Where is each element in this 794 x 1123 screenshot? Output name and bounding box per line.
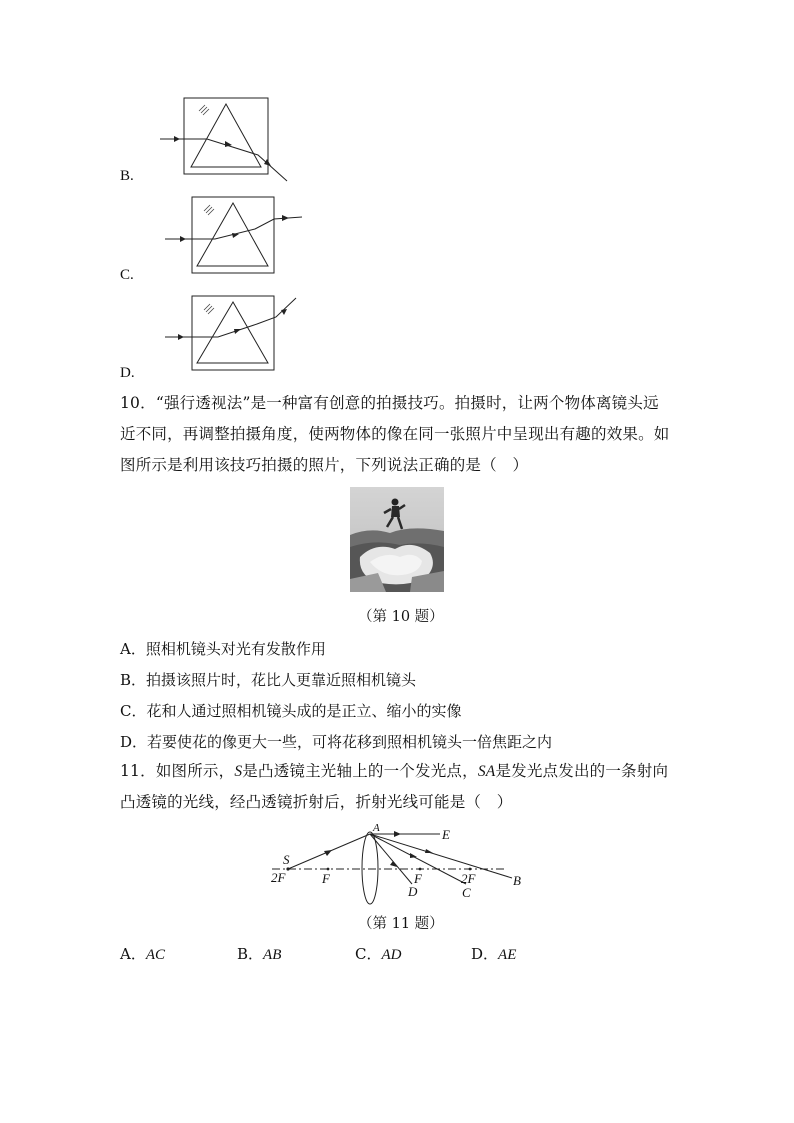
q10-number: 10． (120, 394, 156, 412)
q10-line-2: 近不同，再调整拍摄角度，使两物体的像在同一张照片中呈现出有趣的效果。如 (120, 425, 670, 443)
q10-option-a: A．照相机镜头对光有发散作用 (120, 640, 326, 658)
q11-choice-a: A．AC (120, 945, 166, 963)
q11-line-1: 11．如图所示，S是凸透镜主光轴上的一个发光点，SA是发光点发出的一条射向 (120, 762, 669, 780)
label-2f-left: 2F (271, 870, 286, 885)
q11-caption: （第 11 题） (358, 916, 444, 932)
label-b: B (513, 873, 521, 888)
label-c: C (462, 885, 471, 900)
q11-choice-d: D．AE (471, 945, 517, 963)
q10-option-c: C．花和人通过照相机镜头成的是正立、缩小的实像 (120, 702, 462, 720)
q11-var-s: S (234, 763, 243, 780)
prism-diagram-c (160, 195, 310, 277)
option-b-label: B. (120, 168, 134, 184)
q10-line-3: 图所示是利用该技巧拍摄的照片，下列说法正确的是（ ） (120, 456, 529, 474)
label-2f-right: 2F (461, 871, 476, 886)
q11-number: 11． (120, 762, 156, 780)
q11-choice-b: B．AB (237, 945, 282, 963)
option-c-label: C. (120, 267, 134, 283)
label-s: S (283, 852, 290, 867)
q11-var-sa: SA (477, 763, 496, 780)
convex-lens-diagram (262, 820, 532, 905)
q10-option-d: D．若要使花的像更大一些，可将花移到照相机镜头一倍焦距之内 (120, 733, 553, 751)
label-e: E (442, 827, 450, 842)
label-a: A (373, 822, 380, 834)
forced-perspective-photo (350, 487, 444, 592)
q10-line-1: 10．“强行透视法”是一种富有创意的拍摄技巧。拍摄时，让两个物体离镜头远 (120, 394, 659, 412)
label-f-left: F (322, 871, 330, 886)
label-f-right: F (414, 871, 422, 886)
q11-choice-c: C．AD (355, 945, 402, 963)
label-d: D (408, 884, 418, 899)
q10-option-b: B．拍摄该照片时，花比人更靠近照相机镜头 (120, 671, 417, 689)
prism-diagram-b (155, 95, 295, 185)
prism-diagram-d (160, 292, 310, 374)
option-d-label: D. (120, 365, 135, 381)
q10-caption: （第 10 题） (358, 609, 444, 625)
q11-line-2: 凸透镜的光线，经凸透镜折射后，折射光线可能是（ ） (120, 793, 513, 811)
